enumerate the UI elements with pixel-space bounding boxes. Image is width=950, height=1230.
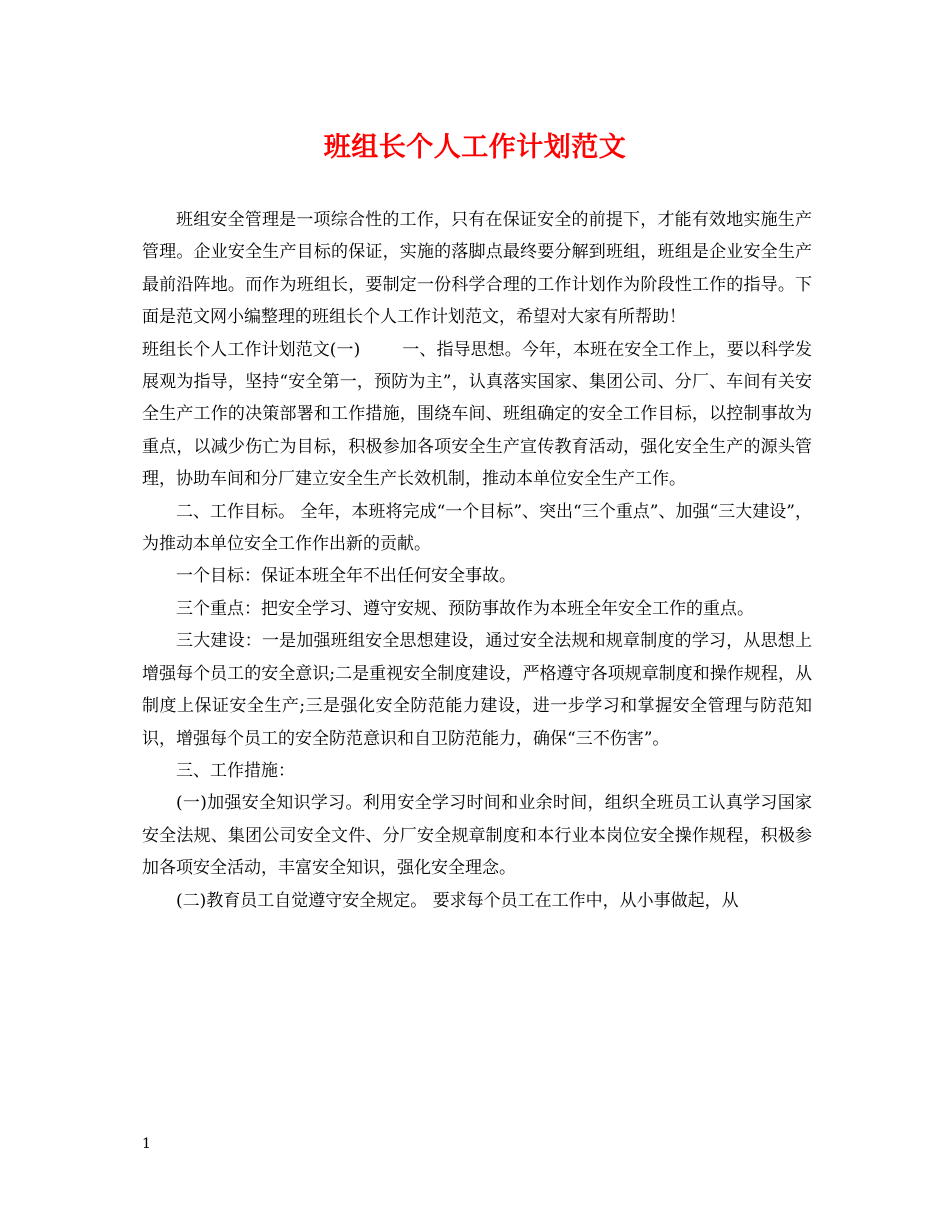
work-measures-heading: 三、工作措施： [176,760,295,781]
document-title: 班组长个人工作计划范文 [323,132,627,163]
one-goal-paragraph: 一个目标：保证本班全年不出任何安全事故。 [176,566,516,587]
measure-two-paragraph: (二)教育员工自觉遵守安全规定。 要求每个员工在工作中，从小事做起，从 [176,890,739,911]
work-goal-paragraph: 二、工作目标。 全年，本班将完成“一个目标”、突出“三个重点”、加强“三大建设”，为推动本单位安全工作作出新的贡献。 [142,501,812,555]
document-body [142,204,812,917]
section-paragraph [142,334,812,496]
three-constructions-paragraph: 三大建设：一是加强班组安全思想建设，通过安全法规和规章制度的学习，从思想上增强每个员工的安全意识;二是重视安全制度建设，严格遵守各项规章制度和操作规程，从制度上保证安全生产;三是强化安全防范能力建设，进一步学习和掌握安全管理与防范知识，增强每个员工的安全防范意识和自卫防范能力，确保“三不伤害”。 [142,631,812,749]
section-heading: 班组长个人工作计划范文(一) [142,339,361,360]
three-focus-paragraph: 三个重点：把安全学习、遵守安规、预防事故作为本班全年安全工作的重点。 [176,598,754,619]
page-number: 1 [142,1136,151,1152]
measure-one-paragraph: (一)加强安全知识学习。利用安全学习时间和业余时间，组织全班员工认真学习国家安全法规、集团公司安全文件、分厂安全规章制度和本行业本岗位安全操作规程，积极参加各项安全活动，丰富安全知识，强化安全理念。 [142,793,812,879]
intro-paragraph: 班组安全管理是一项综合性的工作，只有在保证安全的前提下，才能有效地实施生产管理。企业安全生产目标的保证，实施的落脚点最终要分解到班组，班组是企业安全生产最前沿阵地。而作为班组长，要制定一份科学合理的工作计划作为阶段性工作的指导。下面是范文网小编整理的班组长个人工作计划范文，希望对大家有所帮助！ [142,210,812,328]
guiding-thought-text: 一、指导思想。今年，本班在安全工作上，要以科学发展观为指导，坚持“安全第一，预防为主”，认真落实国家、集团公司、分厂、车间有关安全生产工作的决策部署和工作措施，围绕车间、班组确定的安全工作目标，以控制事故为重点，以减少伤亡为目标，积极参加各项安全生产宣传教育活动，强化安全生产的源头管理，协助车间和分厂建立安全生产长效机制，推动本单位安全生产工作。 [142,339,813,490]
